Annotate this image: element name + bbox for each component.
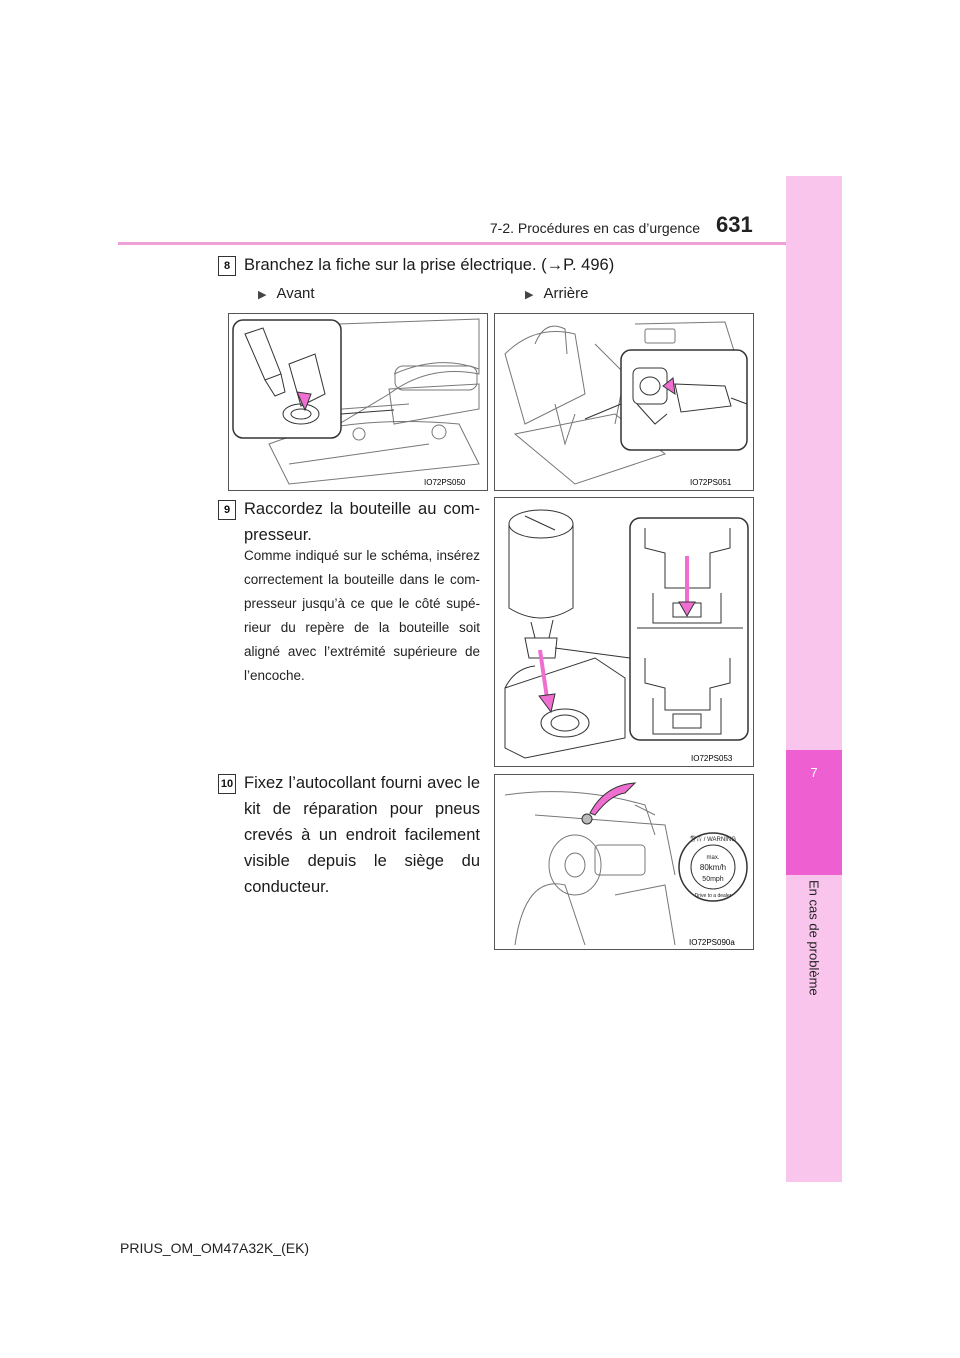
sticker-speed-kmh: 80km/h [699,863,727,872]
section-title: 7-2. Procédures en cas d’urgence [489,220,700,236]
figure-code-front: IO72PS050 [424,478,466,487]
caption-front-label: Avant [276,285,315,302]
figure-code-sticker: IO72PS090a [689,938,735,947]
sticker-bottom-text: Drive to a dealer [694,893,732,899]
step-9-note: Comme indiqué sur le schéma, insérez correctement la bouteille dans le com-presseur jusqu’à ce que le côté supé-rieur du repère de la bouteille soit aligné avec l’extrémité supérieure de l’encoche. [244,548,480,683]
triangle-right-icon: ▶ [258,289,267,301]
step-8-text: Branchez la fiche sur la prise électrique. (→P. 496) [244,256,615,274]
chapter-title [786,880,842,1140]
caption-rear-label: Arrière [543,285,589,302]
sticker-max-text: max. [706,855,720,861]
step-number-badge: 10 [218,774,236,794]
figure-rear-outlet [494,313,754,491]
header-divider [118,242,786,245]
figure-front-outlet [228,313,488,491]
triangle-right-icon: ▶ [525,289,534,301]
chapter-title-text: En cas de problème [806,880,822,996]
chapter-number: 7 [810,765,818,780]
step-number-badge: 9 [218,500,236,520]
page-number: 631 [716,212,753,237]
figure-code-rear: IO72PS051 [690,478,732,487]
figure-code-bottle: IO72PS053 [691,754,733,763]
sticker-top-text: 警告 / WARNING [690,837,736,843]
step-number-badge: 8 [218,256,236,276]
figure-bottle-compressor [494,497,754,767]
figure-sticker-location [494,774,754,950]
step-9-text: Raccordez la bouteille au com-presseur. [244,500,480,544]
sticker-speed-mph: 50mph [702,876,724,883]
step-10-text: Fixez l’autocollant fourni avec le kit de réparation pour pneus crevés à un endroit facilement visible depuis le siège du conducteur. [244,774,480,896]
figure-caption-rear [525,285,588,302]
figure-caption-front [258,285,315,302]
document-code: PRIUS_OM_OM47A32K_(EK) [120,1240,310,1256]
